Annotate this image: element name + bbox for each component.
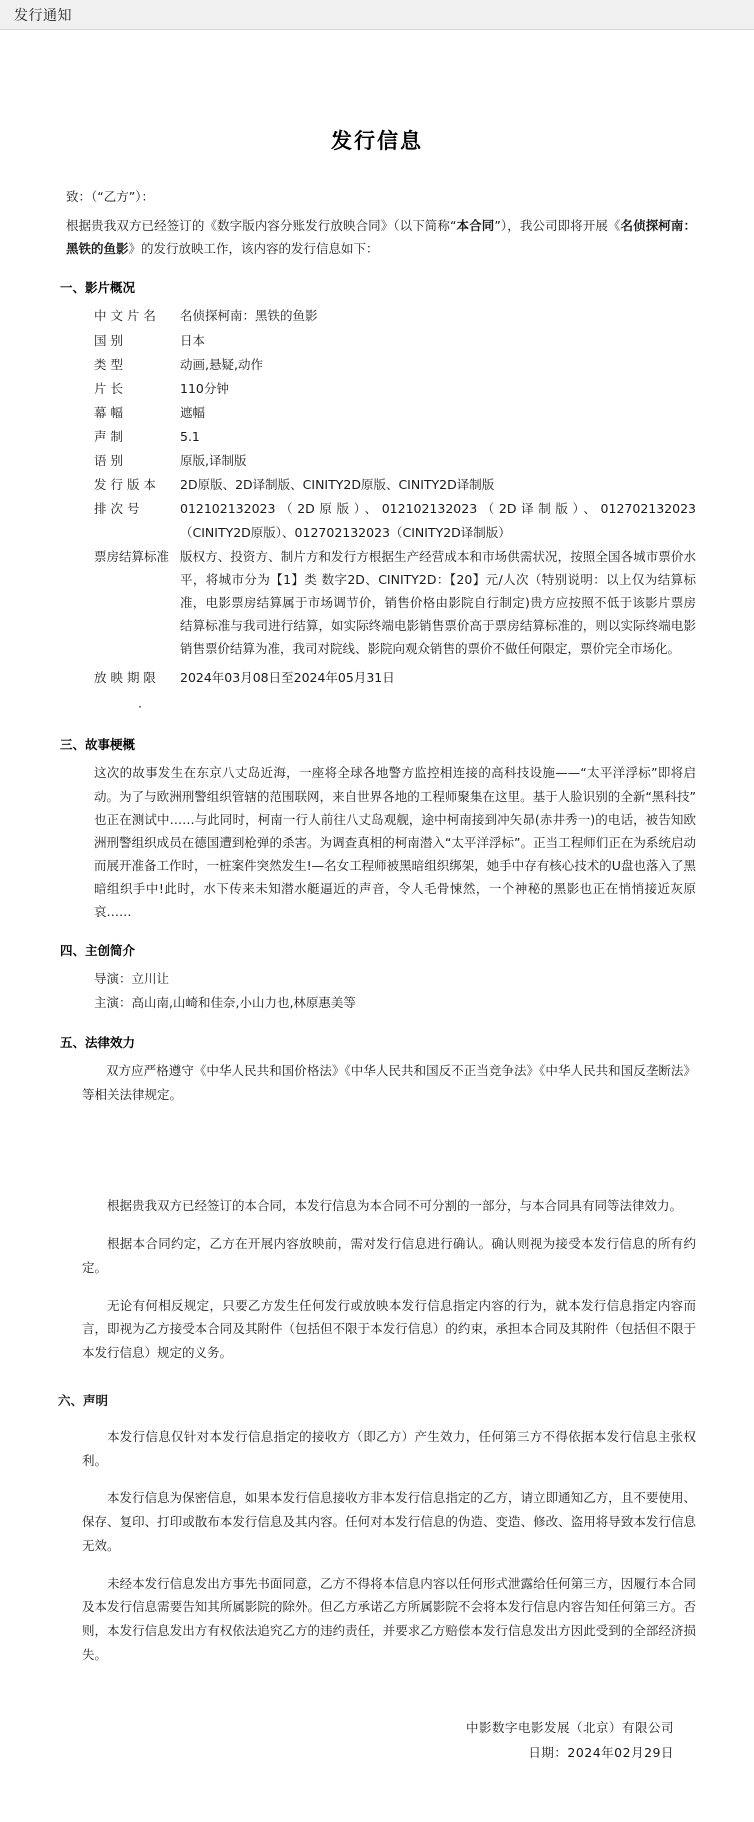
staff-block <box>58 967 696 1015</box>
window-title-bar <box>0 0 754 30</box>
staff-director: 导演：立川让 <box>94 971 170 987</box>
legal-text: 双方应严格遵守《中华人民共和国价格法》《中华人民共和国反不正当竞争法》《中华人民共和国反垄断法》等相关法律规定。 <box>82 1062 696 1102</box>
clause-item: 根据贵我双方已经签订的本合同，本发行信息为本合同不可分割的一部分，与本合同具有同等法律效力。 <box>107 1198 683 1214</box>
info-value: 012102132023（2D原版）、012102132023（2D译制版）、012702132023（CINITY2D原版）、012702132023（CINITY2D译制版） <box>180 501 696 540</box>
info-label: 国 别 <box>94 332 123 348</box>
table-row <box>94 329 696 352</box>
salutation: 致：（“乙方”）： <box>66 189 154 204</box>
period-label: 放 映 期 限 <box>94 670 156 686</box>
info-label: 类 型 <box>94 356 123 372</box>
info-value: 遮幅 <box>180 404 206 420</box>
table-row <box>94 473 696 496</box>
section-heading-overview: 一、影片概况 <box>60 280 136 296</box>
statement-item: 本发行信息为保密信息，如果本发行信息接收方非本发行信息指定的乙方，请立即通知乙方，且不要使用、保存、复印、打印或散布本发行信息及其内容。任何对本发行信息的伪造、变造、修改、盗用将导致本发行信息无效。 <box>82 1490 696 1553</box>
settlement-label: 票房结算标准 <box>94 548 170 564</box>
intro-text-part3: 》的发行放映工作，该内容的发行信息如下： <box>128 241 379 257</box>
settlement-value: 版权方、投资方、制片方和发行方根据生产经营成本和市场供需状况，按照全国各城市票价水平，将城市分为【1】类 数字2D、CINITY2D：【20】元/人次（特别说明：以上仅为结算标准，电影票房结算属于市场调节价，销售价格由影院自行制定)贵方应按照不低于该影片票房结算标准与我司进行结算，如实际终端电影销售票价高于票房结算标准的，则以实际终端电影销售票价结算为准，我司对院线、影院向观众销售的票价不做任何限定，票价完全市场化。 <box>180 548 696 657</box>
info-value: 日本 <box>180 332 206 348</box>
table-row-period <box>94 666 696 689</box>
statement-item: 本发行信息仅针对本发行信息指定的接收方（即乙方）产生效力，任何第三方不得依据本发行信息主张权利。 <box>82 1428 696 1468</box>
intro-bold-contract: 本合同 <box>456 218 495 234</box>
info-label: 片 长 <box>94 380 123 396</box>
synopsis-text: 这次的故事发生在东京八丈岛近海，一座将全球各地警方监控相连接的高科技设施——“太平洋浮标”即将启动。为了与欧洲刑警组织管辖的范围联网，来自世界各地的工程师聚集在这里。基于人脸识别的全新“黑科技”也正在测试中……与此同时，柯南一行人前往八丈岛观舰，途中柯南接到冲矢昴(赤井秀一)的电话，被告知欧洲刑警组织成员在德国遭到枪弹的杀害。为调查真相的柯南潜入“太平洋浮标”。正当工程师们正在为系统启动而展开准备工作时，一桩案件突然发生!—名女工程师被黑暗组织绑架，她手中存有核心技术的U盘也落入了黑暗组织手中!此时，水下传来未知潜水艇逼近的声音，令人毛骨悚然，一个神秘的黑影也正在悄悄接近灰原哀…… <box>94 765 696 920</box>
table-row <box>94 449 696 472</box>
document-content <box>0 30 754 1795</box>
info-label: 发 行 版 本 <box>94 477 156 493</box>
info-value: 110分钟 <box>180 380 229 396</box>
section-heading-legal: 五、法律效力 <box>60 1034 136 1050</box>
info-value: 动画,悬疑,动作 <box>180 356 263 372</box>
intro-text-part1: 根据贵我双方已经签订的《数字版内容分账发行放映合同》（以下简称“ <box>66 218 457 234</box>
period-value: 2024年03月08日至2024年05月31日 <box>180 670 395 686</box>
table-row <box>94 401 696 424</box>
table-row <box>94 425 696 448</box>
section-heading-statement: 六、声明 <box>58 1392 109 1408</box>
signature-company: 中影数字电影发展（北京）有限公司 <box>465 1719 674 1735</box>
info-value: 名侦探柯南：黑铁的鱼影 <box>180 308 318 324</box>
info-value: 2D原版、2D译制版、CINITY2D原版、CINITY2D译制版 <box>180 477 495 493</box>
table-row <box>94 304 696 327</box>
signature-date: 日期：2024年02月29日 <box>528 1744 674 1760</box>
spacer <box>58 1106 696 1194</box>
section-heading-staff: 四、主创简介 <box>60 943 136 959</box>
clause-item: 根据本合同约定，乙方在开展内容放映前，需对发行信息进行确认。确认则视为接受本发行信息的所有约定。 <box>82 1236 696 1275</box>
intro-paragraph <box>58 214 696 260</box>
info-label: 幕 幅 <box>94 404 123 420</box>
info-label: 语 别 <box>94 453 123 469</box>
clause-item: 无论有何相反规定，只要乙方发生任何发行或放映本发行信息指定内容的行为，就本发行信息指定内容而言，即视为乙方接受本合同及其附件（包括但不限于本发行信息）的约束，承担本合同及其附件（包括但不限于本发行信息）规定的义务。 <box>82 1297 696 1360</box>
synopsis-block <box>58 761 696 923</box>
window-title: 发行通知 <box>14 7 72 24</box>
table-row <box>94 497 696 543</box>
info-label: 排 次 号 <box>94 501 140 517</box>
section-heading-synopsis: 三、故事梗概 <box>60 737 136 753</box>
table-row-settlement <box>94 545 696 661</box>
signature-block <box>58 1715 696 1765</box>
info-value: 5.1 <box>180 429 200 444</box>
info-label: 中 文 片 名 <box>94 308 156 324</box>
info-label: 声 制 <box>94 429 123 444</box>
film-info-table <box>58 304 696 689</box>
staff-cast: 主演：高山南,山崎和佳奈,小山力也,林原惠美等 <box>94 995 356 1010</box>
page-title: 发行信息 <box>331 129 423 153</box>
table-row <box>94 377 696 400</box>
intro-bold-film: 名侦探柯南：黑铁的鱼影 <box>66 218 696 257</box>
info-value: 原版,译制版 <box>180 453 247 469</box>
table-row <box>94 353 696 376</box>
bullet-marker: · <box>138 699 144 715</box>
statement-item: 未经本发行信息发出方事先书面同意，乙方不得将本信息内容以任何形式泄露给任何第三方，因履行本合同及本发行信息需要告知其所属影院的除外。但乙方承诺乙方所属影院不会将本发行信息内容告知任何第三方。否则，本发行信息发出方有权依法追究乙方的违约责任，并要求乙方赔偿本发行信息发出方因此受到的全部经济损失。 <box>82 1575 696 1662</box>
intro-text-part2: ”），我公司即将开展《 <box>494 218 621 234</box>
